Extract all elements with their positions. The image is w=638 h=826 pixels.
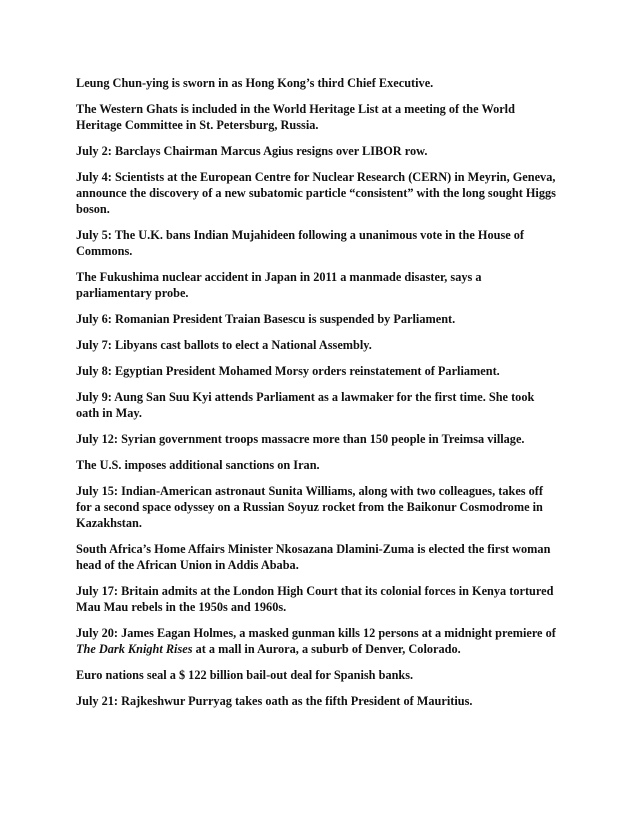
- paragraph-july-20-text-before: July 20: James Eagan Holmes, a masked gunman kills 12 persons at a midnight premiere of: [76, 626, 556, 640]
- paragraph-south-africa: South Africa’s Home Affairs Minister Nkosazana Dlamini-Zuma is elected the first woman head of the African Union in Addis Ababa.: [76, 542, 551, 572]
- paragraph-july-21: July 21: Rajkeshwur Purryag takes oath as the fifth President of Mauritius.: [76, 694, 473, 708]
- paragraph-western-ghats: The Western Ghats is included in the World Heritage List at a meeting of the World Heritage Committee in St. Petersburg, Russia.: [76, 102, 515, 132]
- paragraph-us-sanctions: The U.S. imposes additional sanctions on Iran.: [76, 458, 320, 472]
- document-body: [76, 75, 556, 719]
- paragraph-july-6: July 6: Romanian President Traian Basescu is suspended by Parliament.: [76, 312, 456, 326]
- paragraph-july-9: July 9: Aung San Suu Kyi attends Parliament as a lawmaker for the first time. She took oath in May.: [76, 390, 535, 420]
- paragraph-july-2: July 2: Barclays Chairman Marcus Agius resigns over LIBOR row.: [76, 144, 428, 158]
- paragraph-july-15: July 15: Indian-American astronaut Sunita Williams, along with two colleagues, takes off for a second space odyssey on a Russian Soyuz rocket from the Baikonur Cosmodrome in Kazakhstan.: [76, 484, 543, 530]
- paragraph-july-7: July 7: Libyans cast ballots to elect a National Assembly.: [76, 338, 372, 352]
- paragraph-july-17: July 17: Britain admits at the London High Court that its colonial forces in Kenya tortured Mau Mau rebels in the 1950s and 1960s.: [76, 584, 554, 614]
- paragraph-july-20-text-after: at a mall in Aurora, a suburb of Denver, Colorado.: [192, 642, 461, 656]
- film-title: The Dark Knight Rises: [76, 642, 193, 656]
- paragraph-july-8: July 8: Egyptian President Mohamed Morsy orders reinstatement of Parliament.: [76, 364, 500, 378]
- paragraph-july-12: July 12: Syrian government troops massacre more than 150 people in Treimsa village.: [76, 432, 525, 446]
- paragraph-fukushima: The Fukushima nuclear accident in Japan in 2011 a manmade disaster, says a parliamentary probe.: [76, 270, 482, 300]
- paragraph-july-20: [76, 625, 556, 657]
- paragraph-euro-bailout: Euro nations seal a $ 122 billion bail-out deal for Spanish banks.: [76, 668, 414, 682]
- paragraph-july-4: July 4: Scientists at the European Centre for Nuclear Research (CERN) in Meyrin, Geneva, announce the discovery of a new subatomic particle “consistent” with the long sought Higgs boson.: [76, 170, 556, 216]
- paragraph-july-5: July 5: The U.K. bans Indian Mujahideen following a unanimous vote in the House of Commons.: [76, 228, 525, 258]
- paragraph-leung: Leung Chun-ying is sworn in as Hong Kong’s third Chief Executive.: [76, 76, 434, 90]
